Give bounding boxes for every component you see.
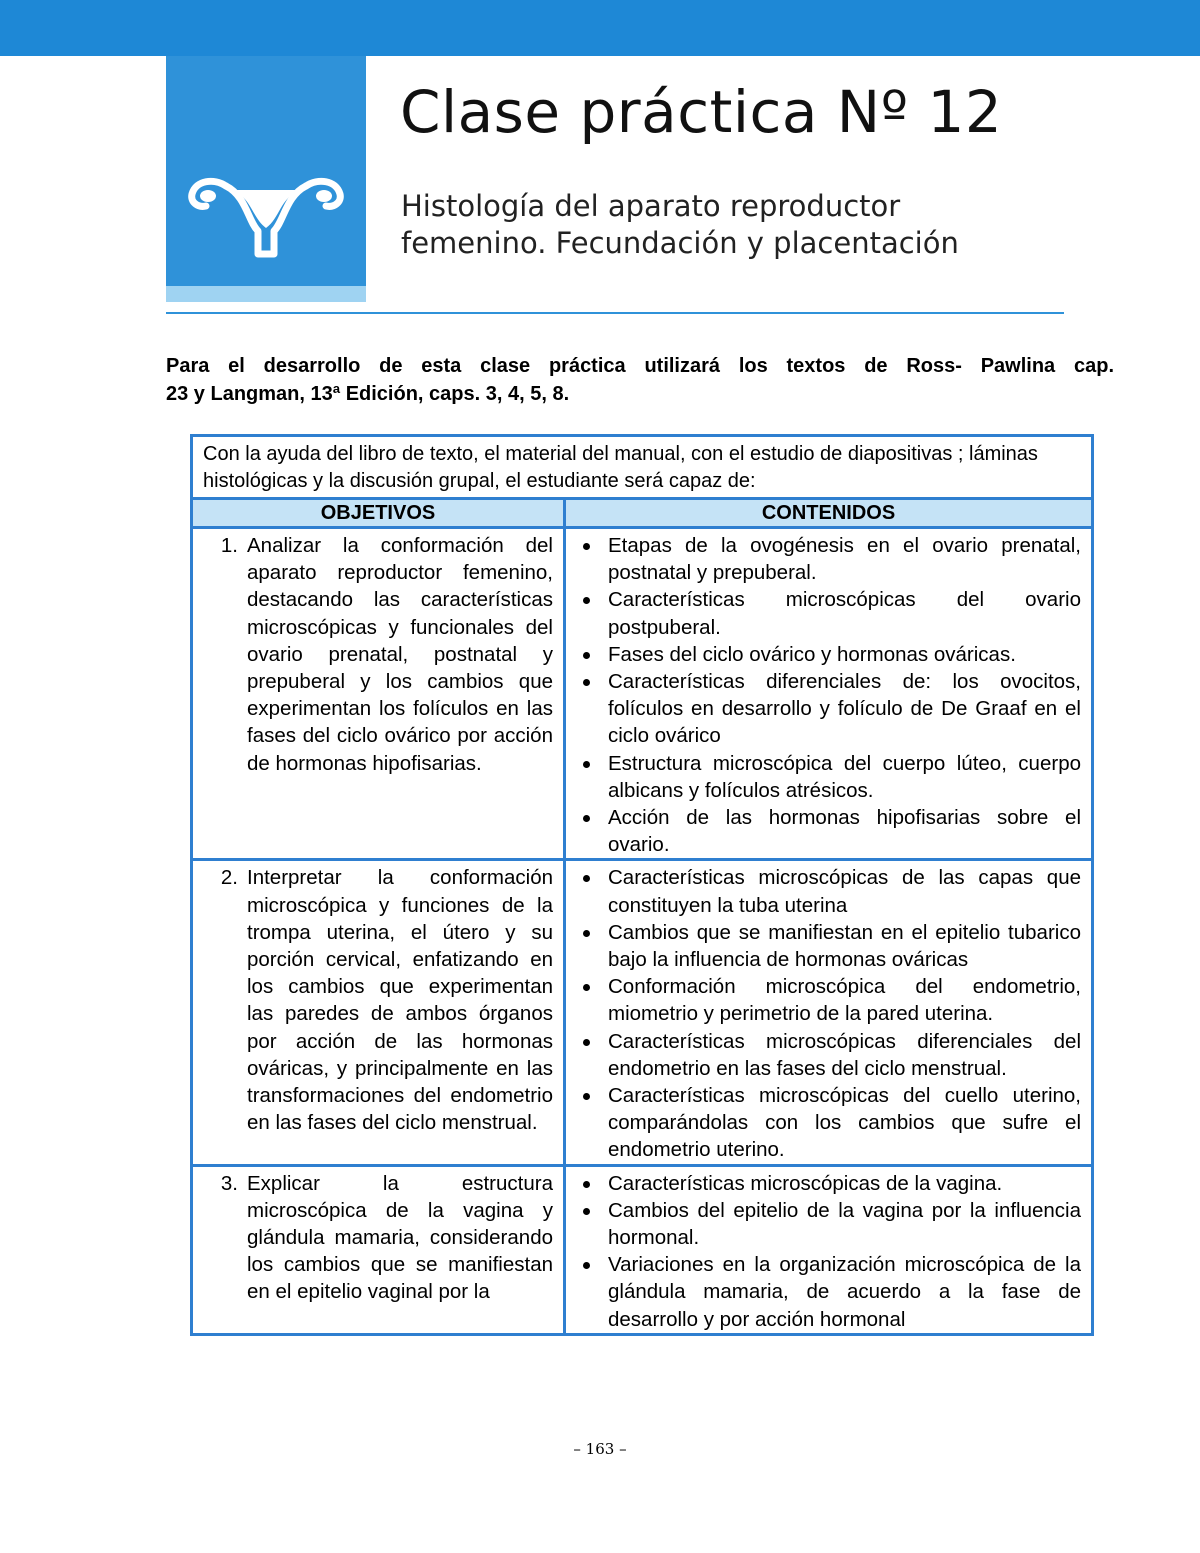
bullet-icon [574,1251,608,1333]
bullet-icon [574,919,608,973]
top-color-bar [0,0,1200,56]
objective-number: 1. [220,534,238,557]
objective-cell [192,1165,565,1334]
header-icon-panel [166,56,366,286]
page-title: Clase práctica Nº 12 [400,78,1003,146]
objective-text: Interpretar la conformación microscópica y funciones de la trompa uterina, el útero y su porción cervical, enfatizando en los cambios que experimentan las paredes de ambos órganos por acción de las hormonas ováricas, y principalmente en las transformaciones del endometrio en las fases del ciclo menstrual. [247,866,553,1135]
bullet-icon [574,973,608,1027]
objective-text: Analizar la conformación del aparato reproductor femenino, destacando las características microscópicas y funcionales del ovario prenatal, postnatal y prepuberal y los cambios que experimentan los folículos en las fases del ciclo ovárico por acción de hormonas hipofisarias. [247,534,553,775]
list-item: Características microscópicas del cuello uterino, comparándolas con los cambios que sufre el endometrio uterino. [574,1082,1081,1164]
contents-cell [565,1165,1093,1334]
bullet-icon [574,804,608,858]
page-subtitle [401,188,1041,262]
list-item: Características microscópicas de la vagina. [574,1170,1081,1197]
objective-number: 2. [220,866,238,890]
bullet-icon [574,1197,608,1251]
contents-header: CONTENIDOS [565,499,1093,528]
bullet-icon [574,1082,608,1164]
bullet-icon [574,1170,608,1197]
list-item: Cambios del epitelio de la vagina por la influencia hormonal. [574,1197,1081,1251]
objectives-header: OBJETIVOS [192,499,565,528]
table-row [192,860,1093,1165]
list-item: Acción de las hormonas hipofisarias sobre el ovario. [574,804,1081,858]
list-item: Características diferenciales de: los ovocitos, folículos en desarrollo y folículo de De Graaf en el ciclo ovárico [574,668,1081,750]
page-number: – 163 – [573,1440,627,1458]
list-item: Características microscópicas de las capas que constituyen la tuba uterina [574,864,1081,918]
uterus-icon [186,166,346,266]
intro-line-1: Para el desarrollo de esta clase práctica utilizará los textos de Ross- Pawlina cap. [166,355,1114,377]
bullet-icon [574,641,608,668]
subtitle-line-1: Histología del aparato reproductor [401,189,901,223]
intro-line-2: 23 y Langman, 13ª Edición, caps. 3, 4, 5, 8. [166,383,570,405]
objective-number: 3. [220,1171,238,1195]
list-item: Etapas de la ovogénesis en el ovario prenatal, postnatal y prepuberal. [574,532,1081,586]
bullet-icon [574,668,608,750]
bullet-icon [574,864,608,918]
contents-cell [565,860,1093,1165]
objective-text: Explicar la estructura microscópica de la vagina y glándula mamaria, considerando los cambios que se manifiestan en el epitelio vaginal por la [247,1171,553,1304]
table-context-text: Con la ayuda del libro de texto, el material del manual, con el estudio de diapositivas ; láminas histológicas y la discusión grupal, el estudiante será capaz de: [192,436,1093,499]
table-row [192,528,1093,860]
header-divider [166,312,1064,314]
list-item: Características microscópicas del ovario postpuberal. [574,586,1081,640]
bullet-icon [574,532,608,586]
table-row [192,1165,1093,1334]
list-item: Fases del ciclo ovárico y hormonas ováricas. [574,641,1081,668]
bullet-icon [574,586,608,640]
bullet-icon [574,750,608,804]
list-item: Cambios que se manifiestan en el epitelio tubarico bajo la influencia de hormonas ováricas [574,919,1081,973]
table-header-row [192,499,1093,528]
header-icon-strip [166,286,366,302]
bullet-icon [574,1028,608,1082]
objective-cell [192,528,565,860]
contents-cell [565,528,1093,860]
subtitle-line-2: femenino. Fecundación y placentación [401,226,959,260]
intro-paragraph [166,352,1114,408]
objectives-table [190,434,1094,1336]
list-item: Estructura microscópica del cuerpo lúteo, cuerpo albicans y folículos atrésicos. [574,750,1081,804]
objective-cell [192,860,565,1165]
list-item: Características microscópicas diferenciales del endometrio en las fases del ciclo menstrual. [574,1028,1081,1082]
list-item: Variaciones en la organización microscópica de la glándula mamaria, de acuerdo a la fase de desarrollo y por acción hormonal [574,1251,1081,1333]
list-item: Conformación microscópica del endometrio, miometrio y perimetrio de la pared uterina. [574,973,1081,1027]
